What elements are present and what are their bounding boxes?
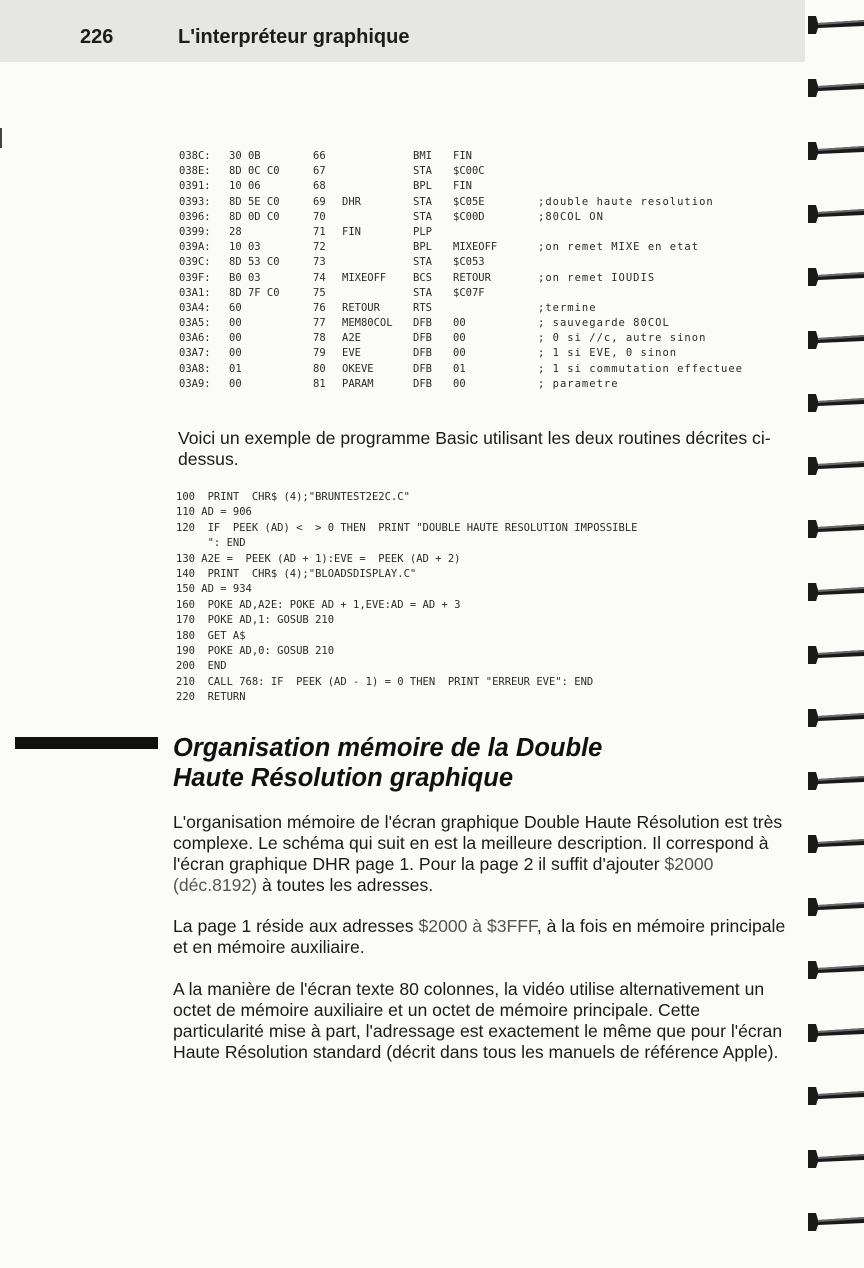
asm-line (179, 317, 779, 332)
asm-bytes: 60 (229, 301, 242, 314)
asm-opcode: STA (413, 256, 432, 269)
asm-opcode: RTS (413, 301, 432, 314)
binding-ring (804, 140, 864, 162)
asm-line-number: 80 (313, 362, 326, 375)
asm-bytes: 01 (229, 362, 242, 375)
asm-line-number: 76 (313, 301, 326, 314)
asm-opcode: BPL (413, 241, 432, 254)
asm-line-number: 67 (313, 165, 326, 178)
asm-comment: ;80COL ON (538, 210, 604, 223)
basic-listing (176, 491, 776, 706)
asm-line (179, 287, 779, 302)
asm-operand: $C00C (453, 165, 485, 178)
asm-operand: FIN (453, 180, 472, 193)
asm-bytes: 30 0B (229, 150, 261, 162)
asm-bytes: 00 (229, 377, 242, 390)
asm-opcode: BPL (413, 180, 432, 193)
binding-ring (804, 77, 864, 99)
asm-line-number: 73 (313, 256, 326, 269)
paragraph-page-address (173, 916, 793, 958)
asm-operand: FIN (453, 150, 472, 162)
asm-bytes: 00 (229, 317, 242, 330)
asm-operand: $C053 (453, 256, 485, 269)
asm-bytes: 10 03 (229, 241, 261, 254)
asm-address: 0391: (179, 180, 211, 193)
asm-address: 039C: (179, 256, 211, 269)
asm-opcode: STA (413, 165, 432, 178)
asm-line-number: 81 (313, 377, 326, 390)
basic-line: 180 GET A$ (176, 629, 246, 642)
asm-operand: RETOUR (453, 271, 491, 284)
asm-address: 03A4: (179, 301, 211, 314)
asm-line (179, 165, 779, 180)
asm-label: A2E (342, 332, 361, 345)
asm-line-number: 69 (313, 195, 326, 208)
binding-ring (804, 770, 864, 792)
asm-line (179, 211, 779, 226)
asm-operand: 00 (453, 377, 466, 390)
binding-ring (804, 1211, 864, 1233)
asm-line-number: 72 (313, 241, 326, 254)
asm-comment: ;double haute resolution (538, 195, 714, 208)
asm-opcode: BCS (413, 271, 432, 284)
asm-address: 0399: (179, 225, 211, 238)
para1-address: $2000 (déc.8192) (173, 854, 714, 895)
spiral-binding (800, 0, 864, 1268)
asm-line (179, 347, 779, 362)
binding-ring (804, 14, 864, 36)
asm-bytes: 28 (229, 225, 242, 238)
binding-ring (804, 707, 864, 729)
page-header (0, 0, 805, 62)
asm-bytes: 8D 5E C0 (229, 195, 280, 208)
asm-line-number: 77 (313, 317, 326, 330)
asm-label: RETOUR (342, 301, 380, 314)
paragraph-80-columns: A la manière de l'écran texte 80 colonnes, la vidéo utilise alternativement un octet de mémoire auxiliaire et un octet de mémoire principale. Cette particularité mise à part, l'adressage est exactement le même que pour l'écran Haute Résolution standard (décrit dans tous les manuels de référence Apple). (173, 979, 783, 1062)
asm-line (179, 332, 779, 347)
para2-address-range: $2000 à $3FFF (418, 916, 537, 936)
asm-address: 0396: (179, 210, 211, 223)
asm-bytes: 00 (229, 332, 242, 345)
asm-line-number: 70 (313, 210, 326, 223)
basic-line: 130 A2E = PEEK (AD + 1):EVE = PEEK (AD + 2) (176, 552, 461, 565)
asm-opcode: DFB (413, 332, 432, 345)
asm-comment: ; 1 si commutation effectuee (538, 362, 744, 375)
asm-address: 03A6: (179, 332, 211, 345)
binding-ring (804, 1022, 864, 1044)
asm-line-number: 74 (313, 271, 326, 284)
asm-comment: ; 1 si EVE, 0 sinon (538, 347, 678, 360)
asm-operand: MIXEOFF (453, 241, 498, 254)
asm-line (179, 196, 779, 211)
para1-text-start: L'organisation mémoire de l'écran graphique Double Haute Résolution est très complexe. Le schéma qui suit en est la meilleure description. Il correspond à l'écran graphique DHR page 1. Pour la page 2 il suffit d'ajouter (173, 812, 783, 874)
basic-line: 110 AD = 906 (176, 506, 252, 519)
basic-line: ": END (176, 537, 246, 550)
asm-operand: $C07F (453, 286, 485, 299)
asm-address: 038C: (179, 150, 211, 162)
binding-ring (804, 1148, 864, 1170)
asm-opcode: PLP (413, 225, 432, 238)
binding-ring (804, 266, 864, 288)
basic-line: 160 POKE AD,A2E: POKE AD + 1,EVE:AD = AD + 3 (176, 598, 461, 611)
asm-operand: $C05E (453, 195, 485, 208)
asm-bytes: 8D 0C C0 (229, 165, 280, 178)
asm-opcode: DFB (413, 347, 432, 360)
asm-address: 03A5: (179, 317, 211, 330)
basic-line: 210 CALL 768: IF PEEK (AD - 1) = 0 THEN PRINT "ERREUR EVE": END (176, 675, 594, 688)
asm-bytes: B0 03 (229, 271, 261, 284)
asm-address: 03A8: (179, 362, 211, 375)
asm-label: DHR (342, 195, 361, 208)
binding-ring (804, 518, 864, 540)
asm-line-number: 79 (313, 347, 326, 360)
binding-ring (804, 392, 864, 414)
asm-label: EVE (342, 347, 361, 360)
section-title (173, 733, 773, 793)
asm-opcode: BMI (413, 150, 432, 162)
asm-address: 03A7: (179, 347, 211, 360)
asm-address: 03A1: (179, 286, 211, 299)
binding-ring (804, 329, 864, 351)
binding-ring (804, 896, 864, 918)
asm-operand: 00 (453, 347, 466, 360)
asm-line (179, 241, 779, 256)
basic-line: 220 RETURN (176, 691, 246, 704)
asm-line-number: 75 (313, 286, 326, 299)
asm-bytes: 8D 0D C0 (229, 210, 280, 223)
para2-text-end: , à la fois en mémoire principale et en mémoire auxiliaire. (173, 916, 786, 957)
asm-operand: $C00D (453, 210, 485, 223)
binding-ring (804, 833, 864, 855)
asm-label: MEM80COL (342, 317, 393, 330)
asm-opcode: STA (413, 210, 432, 223)
asm-address: 038E: (179, 165, 211, 178)
section-title-line2: Haute Résolution graphique (173, 764, 514, 792)
asm-comment: ;on remet IOUDIS (538, 271, 656, 284)
asm-opcode: DFB (413, 362, 432, 375)
basic-line: 150 AD = 934 (176, 583, 252, 596)
binding-ring (804, 1085, 864, 1107)
running-title: L'interpréteur graphique (178, 26, 410, 48)
asm-operand: 00 (453, 317, 466, 330)
binding-ring (804, 581, 864, 603)
asm-address: 039A: (179, 241, 211, 254)
asm-label: OKEVE (342, 362, 374, 375)
asm-line-number: 71 (313, 225, 326, 238)
asm-line-number: 78 (313, 332, 326, 345)
asm-line (179, 302, 779, 317)
page-number: 226 (80, 26, 114, 48)
asm-opcode: STA (413, 286, 432, 299)
basic-line: 200 END (176, 660, 227, 673)
intro-paragraph: Voici un exemple de programme Basic utilisant les deux routines décrites ci-dessus. (178, 428, 771, 469)
margin-mark (0, 128, 2, 148)
assembly-listing (179, 150, 779, 393)
asm-comment: ;on remet MIXE en etat (538, 241, 700, 254)
binding-ring (804, 203, 864, 225)
binding-ring (804, 455, 864, 477)
asm-line (179, 363, 779, 378)
basic-line: 140 PRINT CHR$ (4);"BLOADSDISPLAY.C" (176, 567, 417, 580)
basic-line: 120 IF PEEK (AD) < > 0 THEN PRINT "DOUBLE HAUTE RESOLUTION IMPOSSIBLE (176, 521, 638, 534)
asm-opcode: DFB (413, 377, 432, 390)
section-marker-bar (15, 737, 158, 749)
basic-line: 190 POKE AD,0: GOSUB 210 (176, 644, 335, 657)
asm-bytes: 8D 7F C0 (229, 286, 280, 299)
asm-opcode: STA (413, 195, 432, 208)
asm-label: MIXEOFF (342, 271, 387, 284)
asm-address: 03A9: (179, 377, 211, 390)
asm-line (179, 256, 779, 271)
asm-label: FIN (342, 225, 361, 238)
asm-comment: ;termine (538, 301, 597, 314)
asm-line-number: 66 (313, 150, 326, 162)
section-title-line1: Organisation mémoire de la Double (173, 734, 603, 762)
para1-text-end: à toutes les adresses. (257, 875, 434, 895)
paragraph-memory-organisation (173, 812, 793, 896)
basic-line: 100 PRINT CHR$ (4);"BRUNTEST2E2C.C" (176, 491, 410, 503)
asm-line (179, 226, 779, 241)
asm-operand: 01 (453, 362, 466, 375)
asm-line (179, 378, 779, 393)
asm-comment: ; parametre (538, 377, 619, 390)
para2-text-start: La page 1 réside aux adresses (173, 916, 419, 936)
asm-operand: 00 (453, 332, 466, 345)
asm-address: 039F: (179, 271, 211, 284)
binding-ring (804, 959, 864, 981)
asm-address: 0393: (179, 195, 211, 208)
asm-line-number: 68 (313, 180, 326, 193)
basic-line: 170 POKE AD,1: GOSUB 210 (176, 614, 335, 627)
asm-bytes: 00 (229, 347, 242, 360)
asm-comment: ; sauvegarde 80COL (538, 317, 670, 330)
asm-line (179, 272, 779, 287)
asm-line (179, 150, 779, 165)
asm-label: PARAM (342, 377, 374, 390)
asm-line (179, 180, 779, 195)
asm-opcode: DFB (413, 317, 432, 330)
binding-ring (804, 644, 864, 666)
asm-bytes: 8D 53 C0 (229, 256, 280, 269)
asm-bytes: 10 06 (229, 180, 261, 193)
asm-comment: ; 0 si //c, autre sinon (538, 332, 707, 345)
